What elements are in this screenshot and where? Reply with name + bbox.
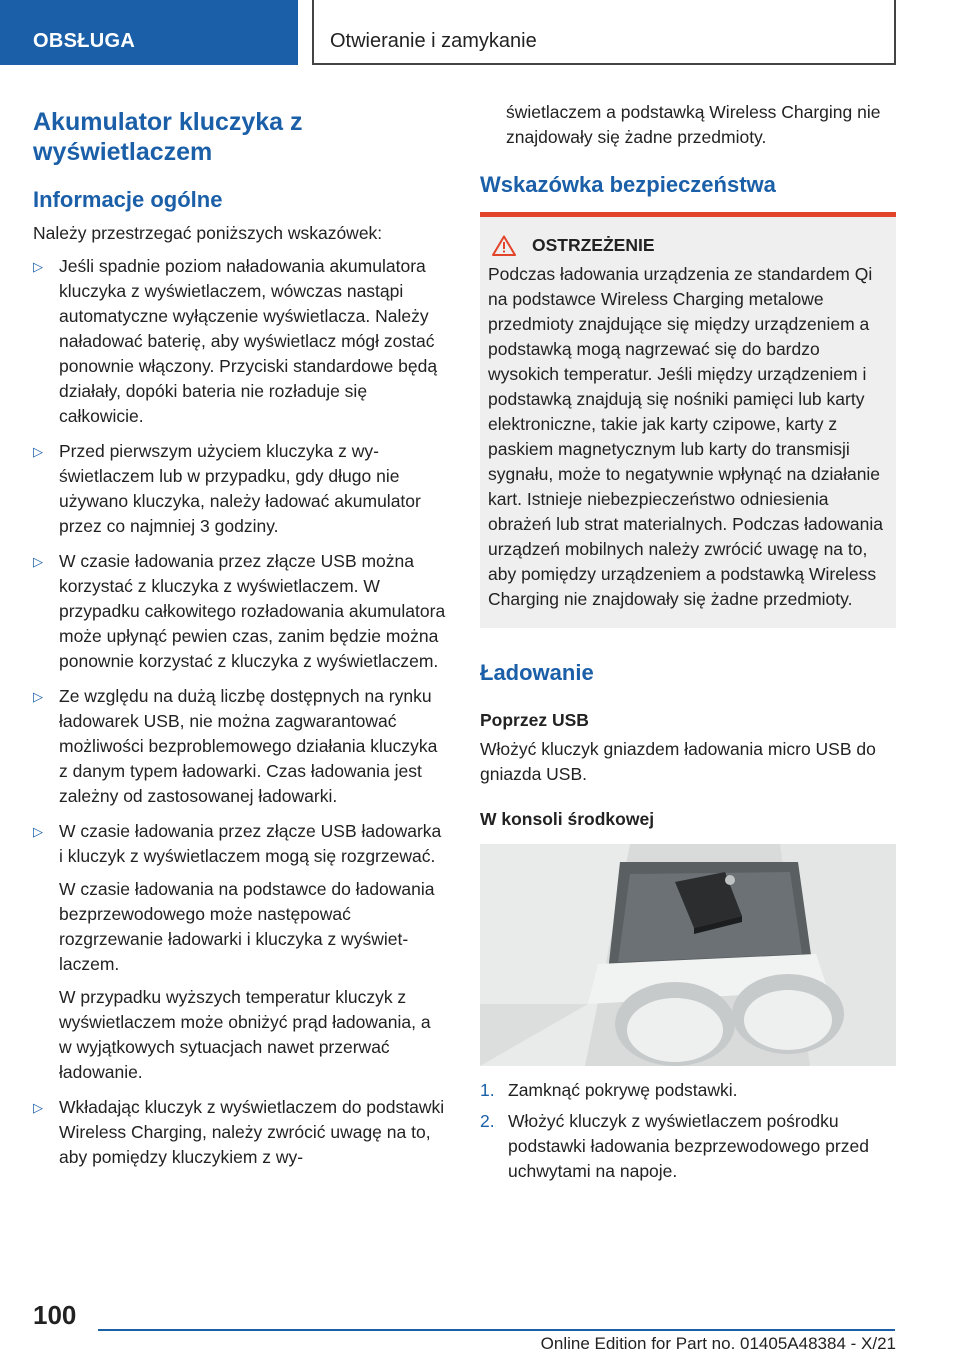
- footer-divider: [98, 1329, 895, 1331]
- list-item-text: Ze względu na dużą liczbę dostępnych na rynku ładowarek USB, nie można zagwarantować możliwości bezproblemowego działania kluczyka z danym typem ładowarki. Czas ładowania jest zależny od zastosowanej ładowarki.: [59, 686, 438, 806]
- triangle-bullet-icon: ▷: [33, 689, 43, 704]
- step-number: 2.: [480, 1111, 495, 1131]
- page-title: Akumulator kluczyka z wyświetlaczem: [33, 108, 303, 166]
- steps-list: [480, 1078, 896, 1184]
- step-number: 1.: [480, 1080, 495, 1100]
- list-item-text: W czasie ładowania przez złącze USB ładowarka i kluczyk z wyświetlaczem mogą się rozgrzewać.: [59, 821, 442, 866]
- list-item: [33, 684, 448, 809]
- usb-heading: Poprzez USB: [480, 710, 589, 730]
- step-item: [480, 1078, 896, 1103]
- center-console-photo: [480, 844, 896, 1066]
- charging-heading: Ładowanie: [480, 660, 594, 685]
- step-text: Włożyć kluczyk z wyświetlaczem pośrodku podstawki ładowania bezprzewodowego przed uchwytami na napoje.: [508, 1111, 869, 1181]
- list-item-text: Wkładając kluczyk z wyświetlaczem do podstawki Wireless Charging, należy zwrócić uwagę na to, aby pomiędzy kluczykiem z wy-: [59, 1097, 445, 1167]
- step-item: [480, 1109, 896, 1184]
- warning-label: OSTRZEŻENIE: [532, 235, 655, 255]
- list-item-extra-text: W czasie ładowania na podstawce do ładowania bezprzewodowego może następować rozgrzewanie ładowarki i kluczyka z wyświetlaczem.: [59, 879, 435, 974]
- list-item: [33, 254, 448, 429]
- page-number: 100: [33, 1300, 77, 1330]
- right-column: [480, 100, 896, 1190]
- list-item: [33, 549, 448, 674]
- warning-header: [488, 235, 884, 256]
- list-item: [33, 1095, 448, 1170]
- step-text: Zamknąć pokrywę podstawki.: [508, 1080, 738, 1100]
- bullet-list: [33, 254, 448, 1170]
- intro-text: Należy przestrzegać poniższych wskazówek:: [33, 223, 383, 243]
- edition-text: Online Edition for Part no. 01405A48384 - X/21: [540, 1334, 896, 1353]
- console-heading: W konsoli środkowej: [480, 809, 655, 829]
- triangle-bullet-icon: ▷: [33, 259, 43, 274]
- triangle-bullet-icon: ▷: [33, 554, 43, 569]
- safety-heading: Wskazówka bezpieczeństwa: [480, 172, 776, 197]
- section-subtitle: Informacje ogólne: [33, 187, 223, 212]
- list-item-extra-text: W przypadku wyższych temperatur kluczyk z wyświetlaczem może obniżyć prąd ładowania, a w wyjątkowych sytuacjach nawet przerwać ładowanie.: [59, 987, 431, 1082]
- warning-text: Podczas ładowania urządzenia ze standardem Qi na podstawce Wireless Charging metalowe przedmioty znajdujące się między urządzeniem a podstawką mogą nagrzewać się do bardzo wysokich temperatur. Jeśli między urządzeniem i podstawką znajdują się nośniki pamięci lub karty elektroniczne, takie jak karty czipowe, karty z paskiem magnetycznym lub karty do transmisji sygnału, może to negatywnie wpłynąć na działanie kart. Istnieje niebezpieczeństwo odniesienia obrażeń lub strat materialnych. Podczas ładowania urządzeń mobilnych należy zwrócić uwagę na to, aby pomiędzy urządzeniem a podstawką Wireless Charging nie znajdowały się żadne przedmioty.: [488, 264, 883, 609]
- continued-text: świetlaczem a podstawką Wireless Charging nie znajdowały się żadne przedmioty.: [506, 102, 881, 147]
- warning-box: [480, 212, 896, 628]
- list-item-text: Przed pierwszym użyciem kluczyka z wyświetlaczem lub w przypadku, gdy długo nie używano kluczyka, należy ładować akumulator przez co najmniej 3 godziny.: [59, 441, 421, 536]
- section-tab: OBSŁUGA: [0, 0, 298, 65]
- triangle-bullet-icon: ▷: [33, 1100, 43, 1115]
- chapter-title: Otwieranie i zamykanie: [312, 0, 896, 65]
- list-item: [33, 819, 448, 1085]
- warning-triangle-icon: [492, 235, 516, 256]
- list-item-text: Jeśli spadnie poziom naładowania akumulatora kluczyka z wyświetlaczem, wówczas nastąpi automatyczne wyłączenie wyświetlacza. Należy naładować baterię, aby wyświetlacz mógł zostać ponownie włączony. Przyciski standardowe będą działały, dopóki bateria nie rozładuje się całkowicie.: [59, 256, 438, 426]
- list-item-text: W czasie ładowania przez złącze USB można korzystać z kluczyka z wyświetlaczem. W przypadku całkowitego rozładowania akumulatora może upłynąć pewien czas, zanim będzie można ponownie korzystać z kluczyka z wyświetlaczem.: [59, 551, 446, 671]
- triangle-bullet-icon: ▷: [33, 824, 43, 839]
- left-column: [33, 100, 448, 1180]
- triangle-bullet-icon: ▷: [33, 444, 43, 459]
- usb-text: Włożyć kluczyk gniazdem ładowania micro USB do gniazda USB.: [480, 739, 876, 784]
- list-item: [33, 439, 448, 539]
